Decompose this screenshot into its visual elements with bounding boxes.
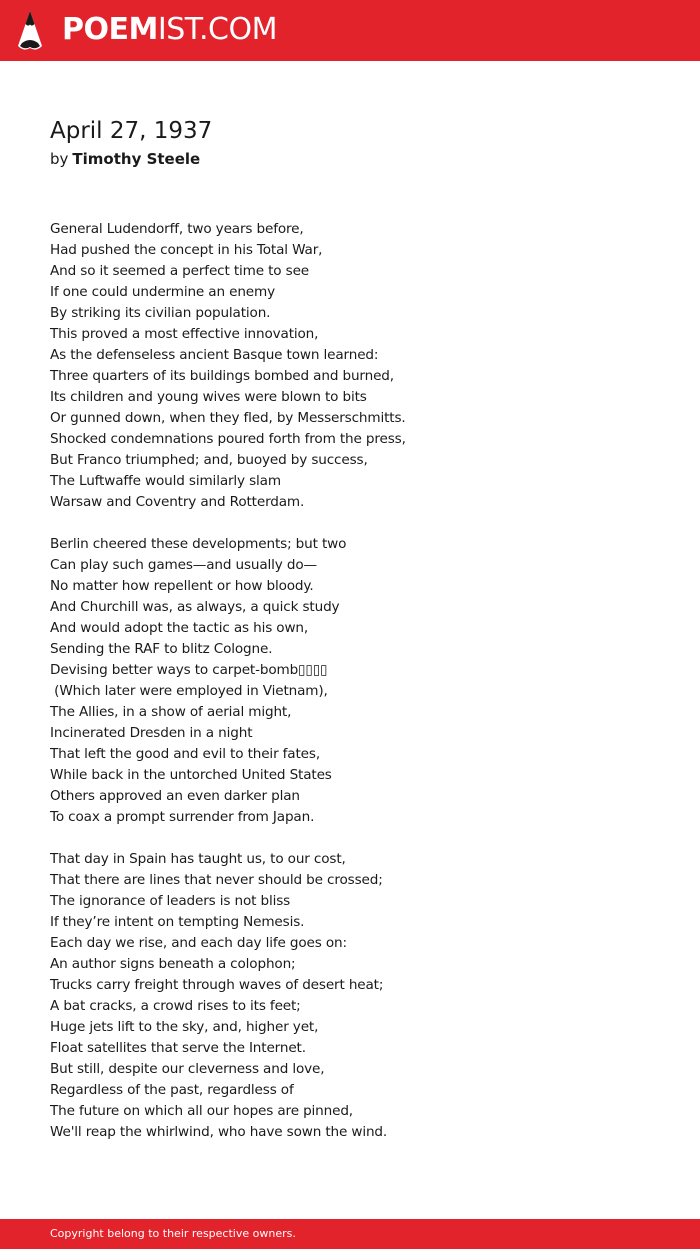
poem-line: Sending the RAF to blitz Cologne. [50,641,273,657]
poem-line: The Luftwaffe would similarly slam [50,473,281,489]
by-label: by [50,150,69,168]
poem-byline [50,149,200,169]
author-name: Timothy Steele [72,150,201,168]
poem-line: Incinerated Dresden in a night [50,725,253,741]
poem-line: Each day we rise, and each day life goes on: [50,935,347,951]
poem-line: The ignorance of leaders is not bliss [50,893,291,909]
poem-line: Three quarters of its buildings bombed and burned, [50,368,394,384]
poem-line: Had pushed the concept in his Total War, [50,242,323,258]
poem-line: Trucks carry freight through waves of desert heat; [50,977,384,993]
poem-line: This proved a most effective innovation, [50,326,319,342]
poem-line: And Churchill was, as always, a quick study [50,599,340,615]
poem-body [50,219,670,1164]
poem-line: Or gunned down, when they fled, by Messerschmitts. [50,410,406,426]
poem-line: While back in the untorched United States [50,767,332,783]
poem-line: Shocked condemnations poured forth from the press, [50,431,406,447]
poem-line: That day in Spain has taught us, to our cost, [50,851,346,867]
poem-stanza [50,849,670,1143]
poem-line: To coax a prompt surrender from Japan. [50,809,315,825]
poem-line: The Allies, in a show of aerial might, [50,704,292,720]
poem-line: An author signs beneath a colophon; [50,956,296,972]
poem-line: Can play such games—and usually do— [50,557,317,573]
logo-brand-light: IST.COM [157,12,277,47]
poem-line: Its children and young wives were blown to bits [50,389,367,405]
poem-line: Huge jets lift to the sky, and, higher yet, [50,1019,319,1035]
poem-stanza [50,219,670,513]
poem-line: Berlin cheered these developments; but two [50,536,347,552]
poem-line: By striking its civilian population. [50,305,271,321]
poem-line: And so it seemed a perfect time to see [50,263,309,279]
poem-line: Devising better ways to carpet-bomb▯▯▯▯ [50,662,328,678]
poem-line: A bat cracks, a crowd rises to its feet; [50,998,301,1014]
poem-line: And would adopt the tactic as his own, [50,620,309,636]
poem-line: But still, despite our cleverness and love, [50,1061,325,1077]
logo-brand-bold: POEM [62,12,158,47]
poem-stanza [50,534,670,828]
poem-line: Others approved an even darker plan [50,788,300,804]
poem-line: If they’re intent on tempting Nemesis. [50,914,305,930]
poem-line: If one could undermine an enemy [50,284,276,300]
poem-line: That left the good and evil to their fates, [50,746,320,762]
poem-line: That there are lines that never should be crossed; [50,872,383,888]
pencil-tip-icon[interactable] [17,10,43,52]
poem-line: (Which later were employed in Vietnam), [50,683,328,699]
poem-line: Warsaw and Coventry and Rotterdam. [50,494,305,510]
poem-line: We'll reap the whirlwind, who have sown the wind. [50,1124,388,1140]
poem-line: No matter how repellent or how bloody. [50,578,314,594]
copyright-text: Copyright belong to their respective owners. [50,1227,296,1240]
poem-line: As the defenseless ancient Basque town learned: [50,347,379,363]
site-header [0,0,700,61]
poem-title: April 27, 1937 [50,118,213,144]
poem-line: Float satellites that serve the Internet. [50,1040,306,1056]
poem-line: General Ludendorff, two years before, [50,221,304,237]
poem-line: The future on which all our hopes are pinned, [50,1103,353,1119]
site-logo[interactable] [62,11,277,49]
site-footer [0,1219,700,1249]
poem-line: But Franco triumphed; and, buoyed by success, [50,452,368,468]
poem-line: Regardless of the past, regardless of [50,1082,294,1098]
